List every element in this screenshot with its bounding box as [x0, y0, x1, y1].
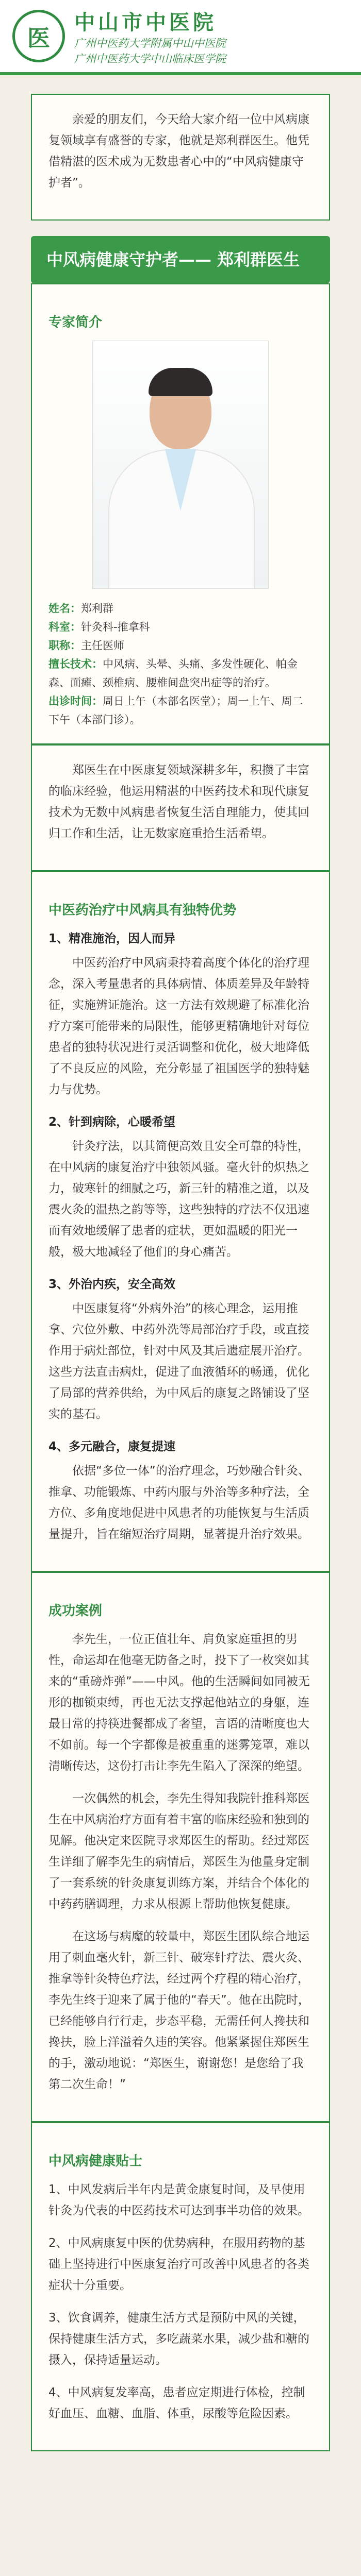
tip-2: 2、中风病康复中医的优势病种，在服用药物的基础上坚持进行中医康复治疗可改善中风患者的各类症状十分重要。	[48, 2236, 309, 2292]
advantage-2-text: 针灸疗法，以其简便高效且安全可靠的特性，在中风病的康复治疗中独领风骚。毫火针的炽热之力，破寒针的细腻之巧，新三针的精准之道，以及震火灸的温热之韵等等，这些独特的疗法不仅迅速而有效地缓解了患者的症状，更如温暖的阳光一般，极大地减轻了他们的身心痛苦。	[48, 1140, 309, 1259]
tips-card	[31, 2122, 330, 2451]
hospital-name-block	[74, 6, 226, 66]
case-paragraph-1: 李先生，一位正值壮年、肩负家庭重担的男性，命运却在他毫无防备之时，投下了一枚突如其来的“重磅炸弹”——中风。他的生活瞬间如同被无形的枷锁束缚，再也无法支撑起他站立的身躯，连最日常的持筷进餐都成了奢望，言语的清晰度也大不如前。每一个字都像是被重重的迷雾笼罩，难以清晰传达，这份打击让李先生陷入了深深的绝望。	[48, 1633, 310, 1773]
cases-heading: 成功案例	[48, 1603, 103, 1619]
time-label: 出诊时间：	[48, 695, 103, 707]
cases-card	[31, 1572, 330, 2122]
advantage-3-title: 3、外治内疾，安全高效	[48, 1278, 176, 1291]
skill-label: 擅长技术：	[48, 658, 103, 670]
tip-4: 4、中风病复发率高，患者应定期进行体检，控制好血压、血糖、血脂、体重，尿酸等危险因素。	[48, 2386, 305, 2420]
bio-text: 郑医生在中医康复领域深耕多年，积攒了丰富的临床经验，他运用精湛的中医药技术和现代康复技术为无数中风病患者恢复生活自理能力，使其回归工作和生活，让无数家庭重拾生活希望。	[48, 764, 309, 840]
doctor-photo	[92, 341, 269, 589]
doctor-time: 周日上午（本部名医堂）；周一上午、周二下午（本部门诊）。	[48, 695, 303, 726]
advantages-heading: 中医药治疗中风病具有独特优势	[48, 903, 237, 918]
tips-heading: 中风病健康贴士	[48, 2154, 143, 2169]
hospital-subtitle-1: 广州中医药大学附属中山中医院	[74, 37, 226, 49]
case-paragraph-3: 在这场与病魔的较量中，郑医生团队综合地运用了刺血毫火针，新三针、破寒针疗法、震火灸、推拿等针灸特色疗法，经过两个疗程的精心治疗，李先生终于迎来了属于他的“春天”。他在出院时，已经能够自行行走，步态平稳，无需任何人搀扶和搀扶，脸上洋溢着久违的笑容。他紧紧握住郑医生的手，激动地说：“郑医生，谢谢您！是您给了我第二次生命！”	[48, 1930, 310, 2091]
advantage-4-title: 4、多元融合，康复提速	[48, 1440, 176, 1453]
hospital-title: 中山市中医院	[74, 10, 217, 35]
tip-3: 3、饮食调养，健康生活方式是预防中风的关键，保持健康生活方式，多吃蔬菜水果，减少盐和糖的摄入，保持适量运动。	[48, 2311, 309, 2367]
intro-text: 亲爱的朋友们，今天给大家介绍一位中风病康复领域享有盛誉的专家，他就是郑利群医生。他凭借精湛的医术成为无数患者心中的“中风病健康守护者”。	[48, 113, 309, 190]
doctor-name: 郑利群	[81, 602, 113, 615]
doctor-dept: 针灸科-推拿科	[81, 621, 150, 633]
hospital-subtitle-2: 广州中医药大学中山临床医学院	[74, 52, 226, 65]
advantages-card	[31, 871, 330, 1572]
bio-card	[31, 744, 330, 871]
dept-label: 科室：	[48, 621, 81, 633]
case-paragraph-2: 一次偶然的机会，李先生得知我院针推科郑医生在中风病治疗方面有着丰富的临床经验和独到的见解。他决定来医院寻求郑医生的帮助。经过郑医生详细了解李先生的病情后，郑医生为他量身定制了一套系统的针灸康复训练方案，并结合个体化的中药药膳调理，力求从根源上帮助他恢复健康。	[48, 1792, 309, 1911]
profile-heading: 专家简介	[48, 315, 103, 330]
hospital-header	[0, 0, 361, 75]
advantage-4-text: 依据“多位一体”的治疗理念，巧妙融合针灸、推拿、功能锻炼、中药内服与外治等多种疗法，全方位、多角度地促进中风患者的功能恢复与生活质量提升，旨在缩短治疗周期，显著提升治疗效果。	[48, 1464, 310, 1541]
advantage-2-title: 2、针到病除，心暖希望	[48, 1115, 176, 1129]
title-label: 职称：	[48, 639, 81, 652]
name-label: 姓名：	[48, 602, 81, 615]
profile-info	[48, 599, 313, 729]
tip-1: 1、中风发病后半年内是黄金康复时间，及早使用针灸为代表的中医药技术可达到事半功倍的效果。	[48, 2183, 309, 2217]
intro-card	[31, 94, 330, 221]
profile-card	[31, 283, 330, 744]
advantage-1-text: 中医药治疗中风病秉持着高度个体化的治疗理念，深入考量患者的具体病情、体质差异及年龄特征，实施辨证施治。这一方法有效规避了标准化治疗方案可能带来的局限性，能够更精确地针对每位患者的独特状况进行灵活调整和优化，极大地降低了不良反应的风险，充分彰显了祖国医学的独特魅力与优势。	[48, 956, 309, 1096]
advantage-3-text: 中医康复将“外病外治”的核心理念，运用推拿、穴位外敷、中药外洗等局部治疗手段，或直接作用于病灶部位，针对中风及其后遗症展开治疗。这些方法直击病灶，促进了血液循环的畅通，优化了局部的营养供给，为中风后的康复之路铺设了坚实的基石。	[48, 1302, 309, 1421]
hospital-logo	[12, 10, 65, 62]
logo-glyph: 医	[27, 25, 50, 52]
doctor-skill: 中风病、头晕、头痛、多发性硬化、帕金森、面瘫、颈椎病、腰椎间盘突出症等的治疗。	[48, 658, 298, 689]
advantage-1-title: 1、精准施治，因人而异	[48, 932, 176, 945]
doctor-banner: 中风病健康守护者—— 郑利群医生	[31, 236, 330, 283]
doctor-title: 主任医师	[81, 639, 124, 652]
